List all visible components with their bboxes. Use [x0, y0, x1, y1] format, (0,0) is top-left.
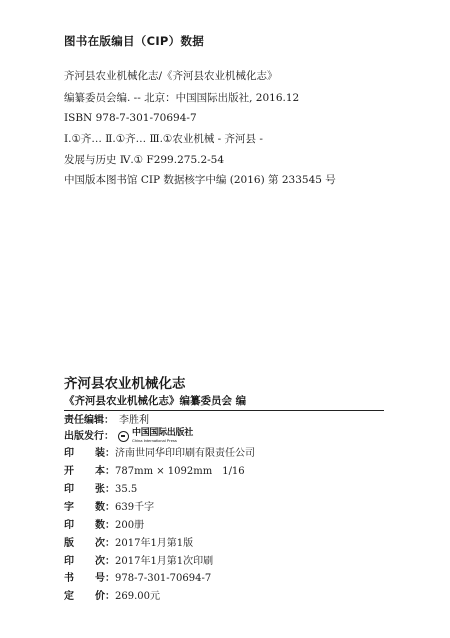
word-count-label: 字 数 ：: [64, 502, 115, 513]
publisher-logo-icon: [118, 431, 129, 442]
cip-line-publisher: 编纂委员会编. -- 北京：中国国际出版社, 2016.12: [64, 92, 300, 104]
publisher-logo-english: China International Press: [132, 438, 177, 443]
cip-line-title: 齐河县农业机械化志/《齐河县农业机械化志》: [64, 70, 278, 82]
price-value: 269.00元: [115, 591, 160, 602]
book-title: 齐河县农业机械化志: [64, 376, 186, 392]
sheets-label: 印 张 ：: [64, 484, 115, 495]
edition-value: 2017年1月第1版: [115, 538, 194, 549]
sheets-value: 35.5: [115, 484, 138, 495]
isbn-value: 978-7-301-70694-7: [115, 573, 212, 584]
format-label: 开 本 ：: [64, 466, 115, 477]
divider-rule: [64, 410, 384, 411]
word-count-value: 639千字: [115, 502, 155, 513]
format-value: 787mm × 1092mm 1/16: [115, 466, 245, 477]
price-label: 定 价 ：: [64, 591, 115, 602]
cip-line-classification: 发展与历史 Ⅳ.① F299.275.2-54: [64, 154, 225, 166]
cip-line-isbn: ISBN 978-7-301-70694-7: [64, 112, 197, 124]
cip-heading: 图书在版编目（CIP）数据: [64, 34, 205, 48]
cip-line-record-number: 中国版本图书馆 CIP 数据核字中编 (2016) 第 233545 号: [64, 174, 336, 186]
publisher-logo-chinese: 中国国际出版社: [132, 428, 193, 438]
printing-value: 2017年1月第1次印刷: [115, 556, 214, 567]
publisher-label: 出版发行：: [64, 431, 114, 442]
printer-value: 济南世同华印印刷有限责任公司: [115, 448, 255, 459]
cip-line-subject: Ⅰ.①齐… Ⅱ.①齐… Ⅲ.①农业机械 - 齐河县 -: [64, 133, 263, 145]
responsible-editor-value: 李胜利: [119, 415, 149, 426]
printing-label: 印 次 ：: [64, 556, 115, 567]
responsible-editor-label: 责任编辑：: [64, 415, 114, 426]
edition-label: 版 次 ：: [64, 538, 115, 549]
printer-label: 印 装 ：: [64, 448, 115, 459]
book-editor-line: 《齐河县农业机械化志》编纂委员会 编: [64, 395, 247, 407]
publisher-logo: [118, 429, 193, 443]
print-run-value: 200册: [115, 520, 145, 531]
print-run-label: 印 数 ：: [64, 520, 115, 531]
isbn-label: 书 号 ：: [64, 573, 115, 584]
